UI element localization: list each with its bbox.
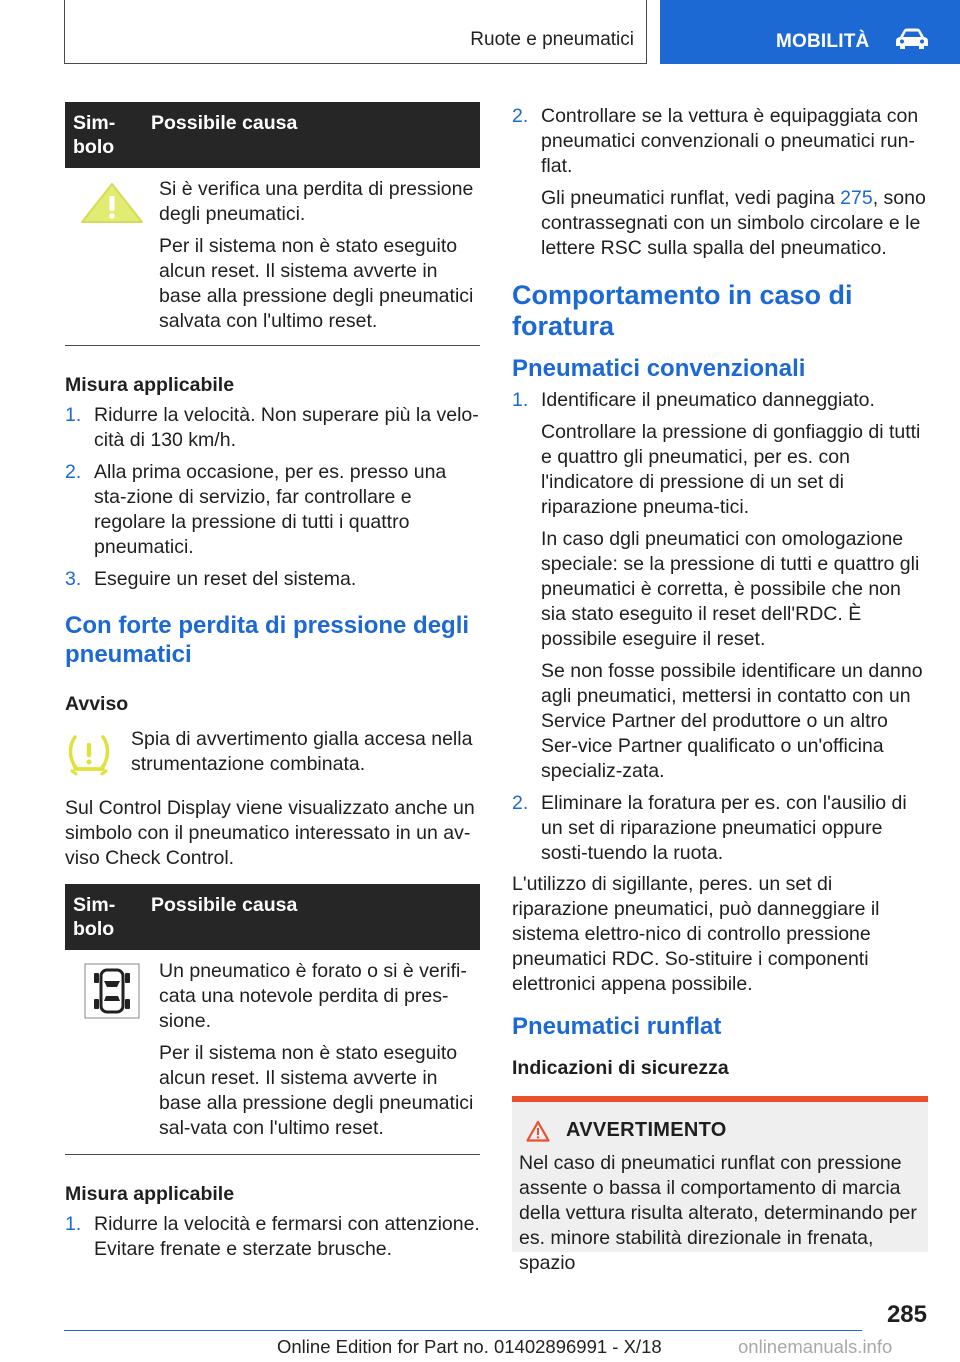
car-icon: [894, 27, 930, 51]
section-heading: Pneumatici convenzionali: [512, 355, 806, 382]
header-chapter-tab[interactable]: [660, 0, 960, 64]
measure-heading: Misura applicabile: [65, 374, 235, 396]
warning-title: AVVERTIMENTO: [566, 1119, 727, 1141]
conventional-tire-steps: [512, 388, 928, 866]
control-display-text: Sul Control Display viene visualizzato anche un simbolo con il pneumatico interessato in un av‐viso Check Control.: [65, 797, 475, 869]
table-row: [65, 950, 480, 1155]
measure-heading: Misura applicabile: [65, 1183, 235, 1205]
measure-steps-2: [65, 1212, 480, 1262]
right-column: [512, 102, 928, 1274]
warning-box: [512, 1096, 928, 1274]
left-column: [65, 102, 480, 1269]
header-chapter-label: MOBILITÀ: [776, 31, 870, 52]
measure-steps-1: [65, 403, 480, 592]
list-item: 2. Eliminare la foratura per es. con l'ausilio di un set di riparazione pneumatici oppure sosti‐tuendo la ruota.: [512, 792, 907, 864]
table-header: [65, 102, 480, 168]
header-section-title: Ruote e pneumatici: [470, 29, 634, 50]
warning-triangle-icon: [526, 1120, 550, 1142]
page-link[interactable]: 275: [840, 187, 873, 209]
chapter-heading: Comportamento in caso di foratura: [512, 280, 853, 341]
list-item: 1. Identificare il pneumatico danneggiato. Controllare la pressione di gonfiaggio di tutti e quattro gli pneumatici, per es. con l'indicatore di pressione di un set di riparazione pneuma‐tici. In caso dgli pneumatici con omologazione speciale: se la pressione di tutti e quattro gli pneumatici è corretta, è possibile che non sia stato eseguito il reset dell'RDC. È possibile eseguire il reset. Se non fosse possibile identificare un danno agli pneumatici, mettersi in contatto con un Service Partner del produttore o un altro Ser‐vice Partner qualificato o un'officina specializ‐zata.: [512, 389, 923, 782]
tire-pressure-warning-triangle-icon: [79, 181, 145, 225]
page-number: 285: [886, 1301, 927, 1328]
table-header: [65, 884, 480, 950]
footer-rule: [64, 1330, 862, 1331]
safety-heading: Indicazioni di sicurezza: [512, 1057, 729, 1079]
section-heading: Pneumatici runflat: [512, 1013, 722, 1040]
list-item: 3. Eseguire un reset del sistema.: [65, 568, 357, 590]
avviso-text: Spia di avvertimento gialla accesa nella strumentazione combinata.: [131, 728, 473, 775]
tire-pressure-warning-light-icon: [65, 733, 113, 775]
table-row: [65, 168, 480, 346]
cause-text: Per il sistema non è stato eseguito alcun reset. Il sistema avverte in base alla pressione degli pneumatici sal‐vata con l'ultimo reset.: [159, 1042, 474, 1139]
avviso-row: [65, 727, 480, 782]
cause-text: Un pneumatico è forato o si è verifi‐cata una notevole perdita di pres‐sione.: [159, 960, 467, 1032]
footer-watermark: onlinemanuals.info: [738, 1336, 893, 1357]
column-header-symbol: Sim- bolo: [73, 894, 116, 940]
cause-text: Si è verifica una perdita di pressione degli pneumatici.: [159, 178, 474, 225]
header-section-box: [64, 0, 647, 64]
check-tire-type-step: [512, 104, 928, 261]
section-heading: Con forte perdita di pressione degli pneumatici: [65, 612, 470, 668]
avviso-heading: Avviso: [65, 693, 129, 715]
list-item: 2. Controllare se la vettura è equipaggiata con pneumatici convenzionali o pneumatici run‐flat. Gli pneumatici runflat, vedi pagina 275, sono contrassegnati con un simbolo circolare e le lettere RSC sulla spalla del pneumatico.: [512, 105, 926, 259]
list-item: 2. Alla prima occasione, per es. presso una sta‐zione di servizio, far controllare e regolare la pressione di tutti i quattro pneumatici.: [65, 461, 447, 558]
sealant-text: L'utilizzo di sigillante, peres. un set di riparazione pneumatici, può danneggiare il sistema elettro‐nico di controllo pressione pneumatici RDC. So‐stituire i componenti elettronici appena possibile.: [512, 873, 880, 995]
column-header-symbol: Sim- bolo: [73, 112, 116, 158]
column-header-cause: Possibile causa: [151, 112, 298, 134]
car-tire-status-icon: [84, 963, 140, 1019]
list-item: 1. Ridurre la velocità e fermarsi con attenzione. Evitare frenate e sterzate brusche.: [65, 1213, 480, 1260]
column-header-cause: Possibile causa: [151, 894, 298, 916]
symbol-table-1: [65, 102, 480, 346]
warning-text: Nel caso di pneumatici runflat con pressione assente o bassa il comportamento di marcia della vettura risulta alterato, determinando per es. minore stabilità direzionale in frenata, spazio: [519, 1152, 917, 1274]
list-item: 1. Ridurre la velocità. Non superare più la velo‐cità di 130 km/h.: [65, 404, 479, 451]
cause-text: Per il sistema non è stato eseguito alcun reset. Il sistema avverte in base alla pressione degli pneumatici salvata con l'ultimo reset.: [159, 235, 474, 332]
symbol-table-2: [65, 884, 480, 1155]
footer-edition: Online Edition for Part no. 01402896991 - X/18: [277, 1336, 662, 1357]
